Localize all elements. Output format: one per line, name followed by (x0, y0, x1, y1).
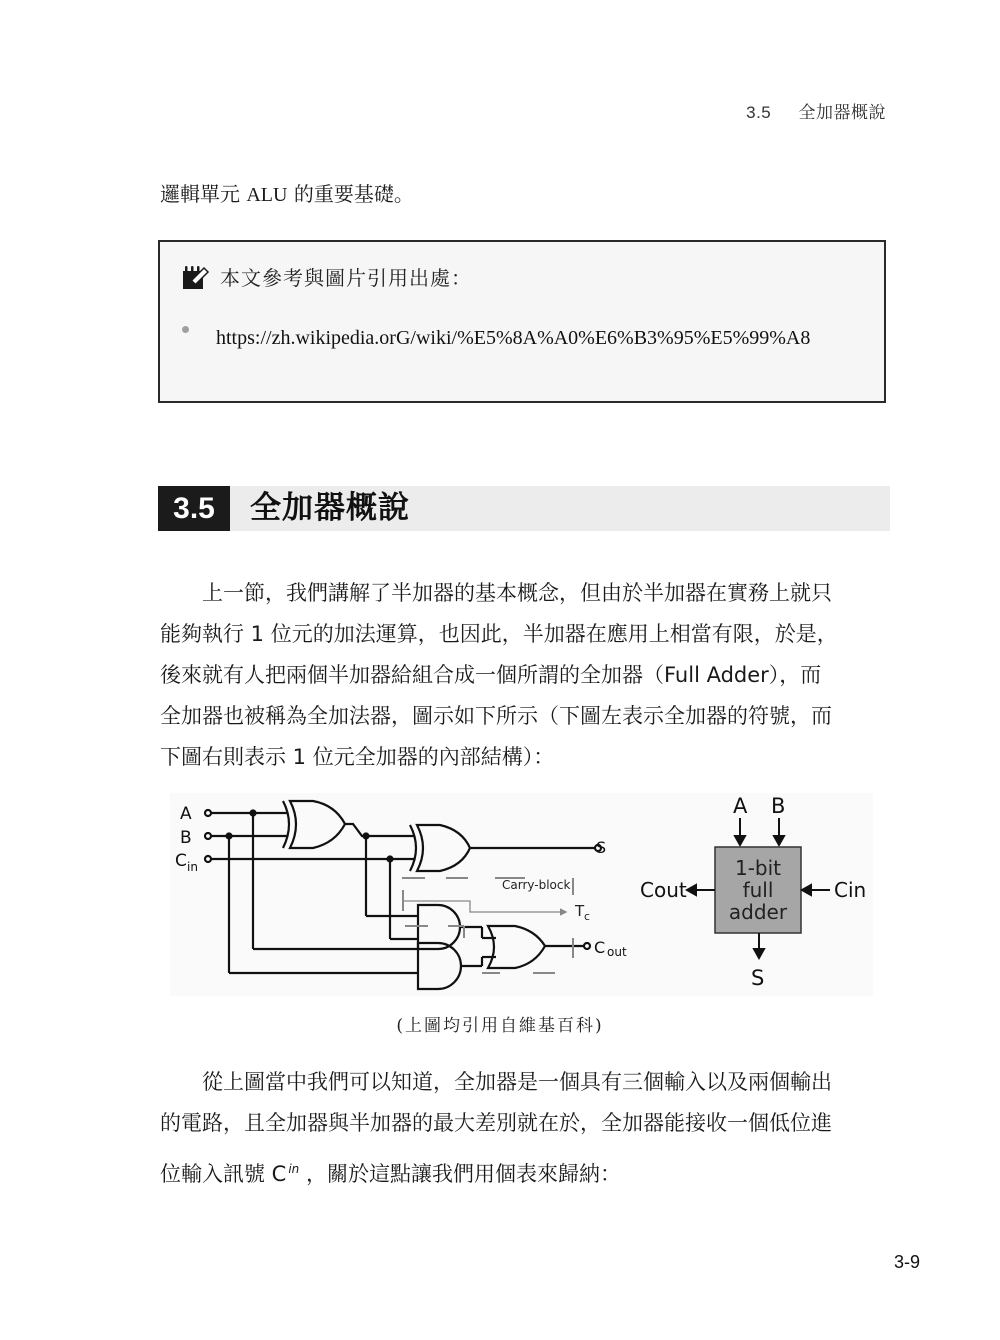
svg-text:full: full (742, 878, 774, 902)
paragraph-line: 能夠執行 1 位元的加法運算，也因此，半加器在應用上相當有限，於是， (160, 622, 838, 646)
svg-text:c: c (584, 910, 591, 923)
paragraph-intro (160, 573, 890, 778)
reference-link[interactable]: https://zh.wikipedia.orG/wiki/%E5%8A%A0%E6%B3%95%E5%99%A8 (216, 327, 811, 349)
full-adder-diagram (170, 793, 873, 996)
note-title: 本文參考與圖片引用出處： (220, 266, 472, 290)
svg-text:B: B (771, 794, 786, 818)
bullet-icon (182, 326, 189, 333)
section-number: 3.5 (158, 486, 230, 531)
svg-text:S: S (751, 966, 765, 990)
svg-text:in: in (187, 860, 198, 874)
paragraph-line: 全加器也被稱為全加法器，圖示如下所示（下圖左表示全加器的符號，而 (160, 704, 832, 728)
svg-text:Cout: Cout (640, 878, 687, 902)
paragraph-line: 後來就有人把兩個半加器給組合成一個所謂的全加器（Full Adder），而 (160, 663, 822, 687)
paragraph-summary (160, 1062, 890, 1190)
paragraph-line: 下圖右則表示 1 位元全加器的內部結構）： (160, 745, 555, 769)
svg-text:adder: adder (728, 900, 788, 924)
note-pencil-icon (182, 264, 210, 290)
full-adder-circuit (175, 801, 627, 989)
figure-caption: (上圖均引用自維基百科) (396, 1016, 604, 1036)
paragraph-text: ，關於這點讓我們用個表來歸納： (299, 1162, 621, 1186)
page-number: 3-9 (893, 1252, 920, 1272)
paragraph-line: 的電路，且全加器與半加器的最大差別就在於，全加器能接收一個低位進 (160, 1111, 832, 1135)
paragraph-line: 上一節，我們講解了半加器的基本概念，但由於半加器在實務上就只 (160, 581, 832, 605)
running-head (746, 98, 886, 123)
intro-text-before: 邏輯單元 (160, 182, 247, 206)
svg-text:A: A (180, 804, 192, 824)
cin-subscript: in (288, 1162, 300, 1176)
running-head-section-title: 全加器概說 (798, 103, 886, 123)
paragraph-text: 位輸入訊號 C (160, 1162, 287, 1186)
full-adder-figure (170, 793, 873, 996)
intro-text-after: 的重要基礎。 (287, 182, 414, 206)
paragraph-line: 從上圖當中我們可以知道，全加器是一個具有三個輸入以及兩個輸出 (160, 1070, 832, 1094)
reference-note-box (158, 240, 886, 403)
svg-text:S: S (596, 838, 607, 857)
svg-text:out: out (607, 945, 627, 959)
running-head-section-number: 3.5 (746, 103, 772, 122)
svg-text:C: C (175, 851, 187, 871)
svg-text:Cin: Cin (834, 878, 867, 902)
svg-text:T: T (575, 902, 585, 920)
intro-text-latin: ALU (246, 184, 288, 206)
full-adder-block-symbol (640, 794, 866, 990)
svg-text:1-bit: 1-bit (734, 856, 782, 880)
svg-text:C: C (594, 938, 606, 957)
intro-line (160, 181, 414, 208)
svg-text:A: A (733, 794, 748, 818)
paragraph-line (160, 1149, 890, 1190)
svg-text:B: B (180, 828, 192, 848)
svg-text:Carry-block: Carry-block (502, 878, 571, 892)
section-heading (158, 486, 890, 531)
section-title: 全加器概說 (250, 490, 410, 526)
note-header (182, 262, 472, 291)
